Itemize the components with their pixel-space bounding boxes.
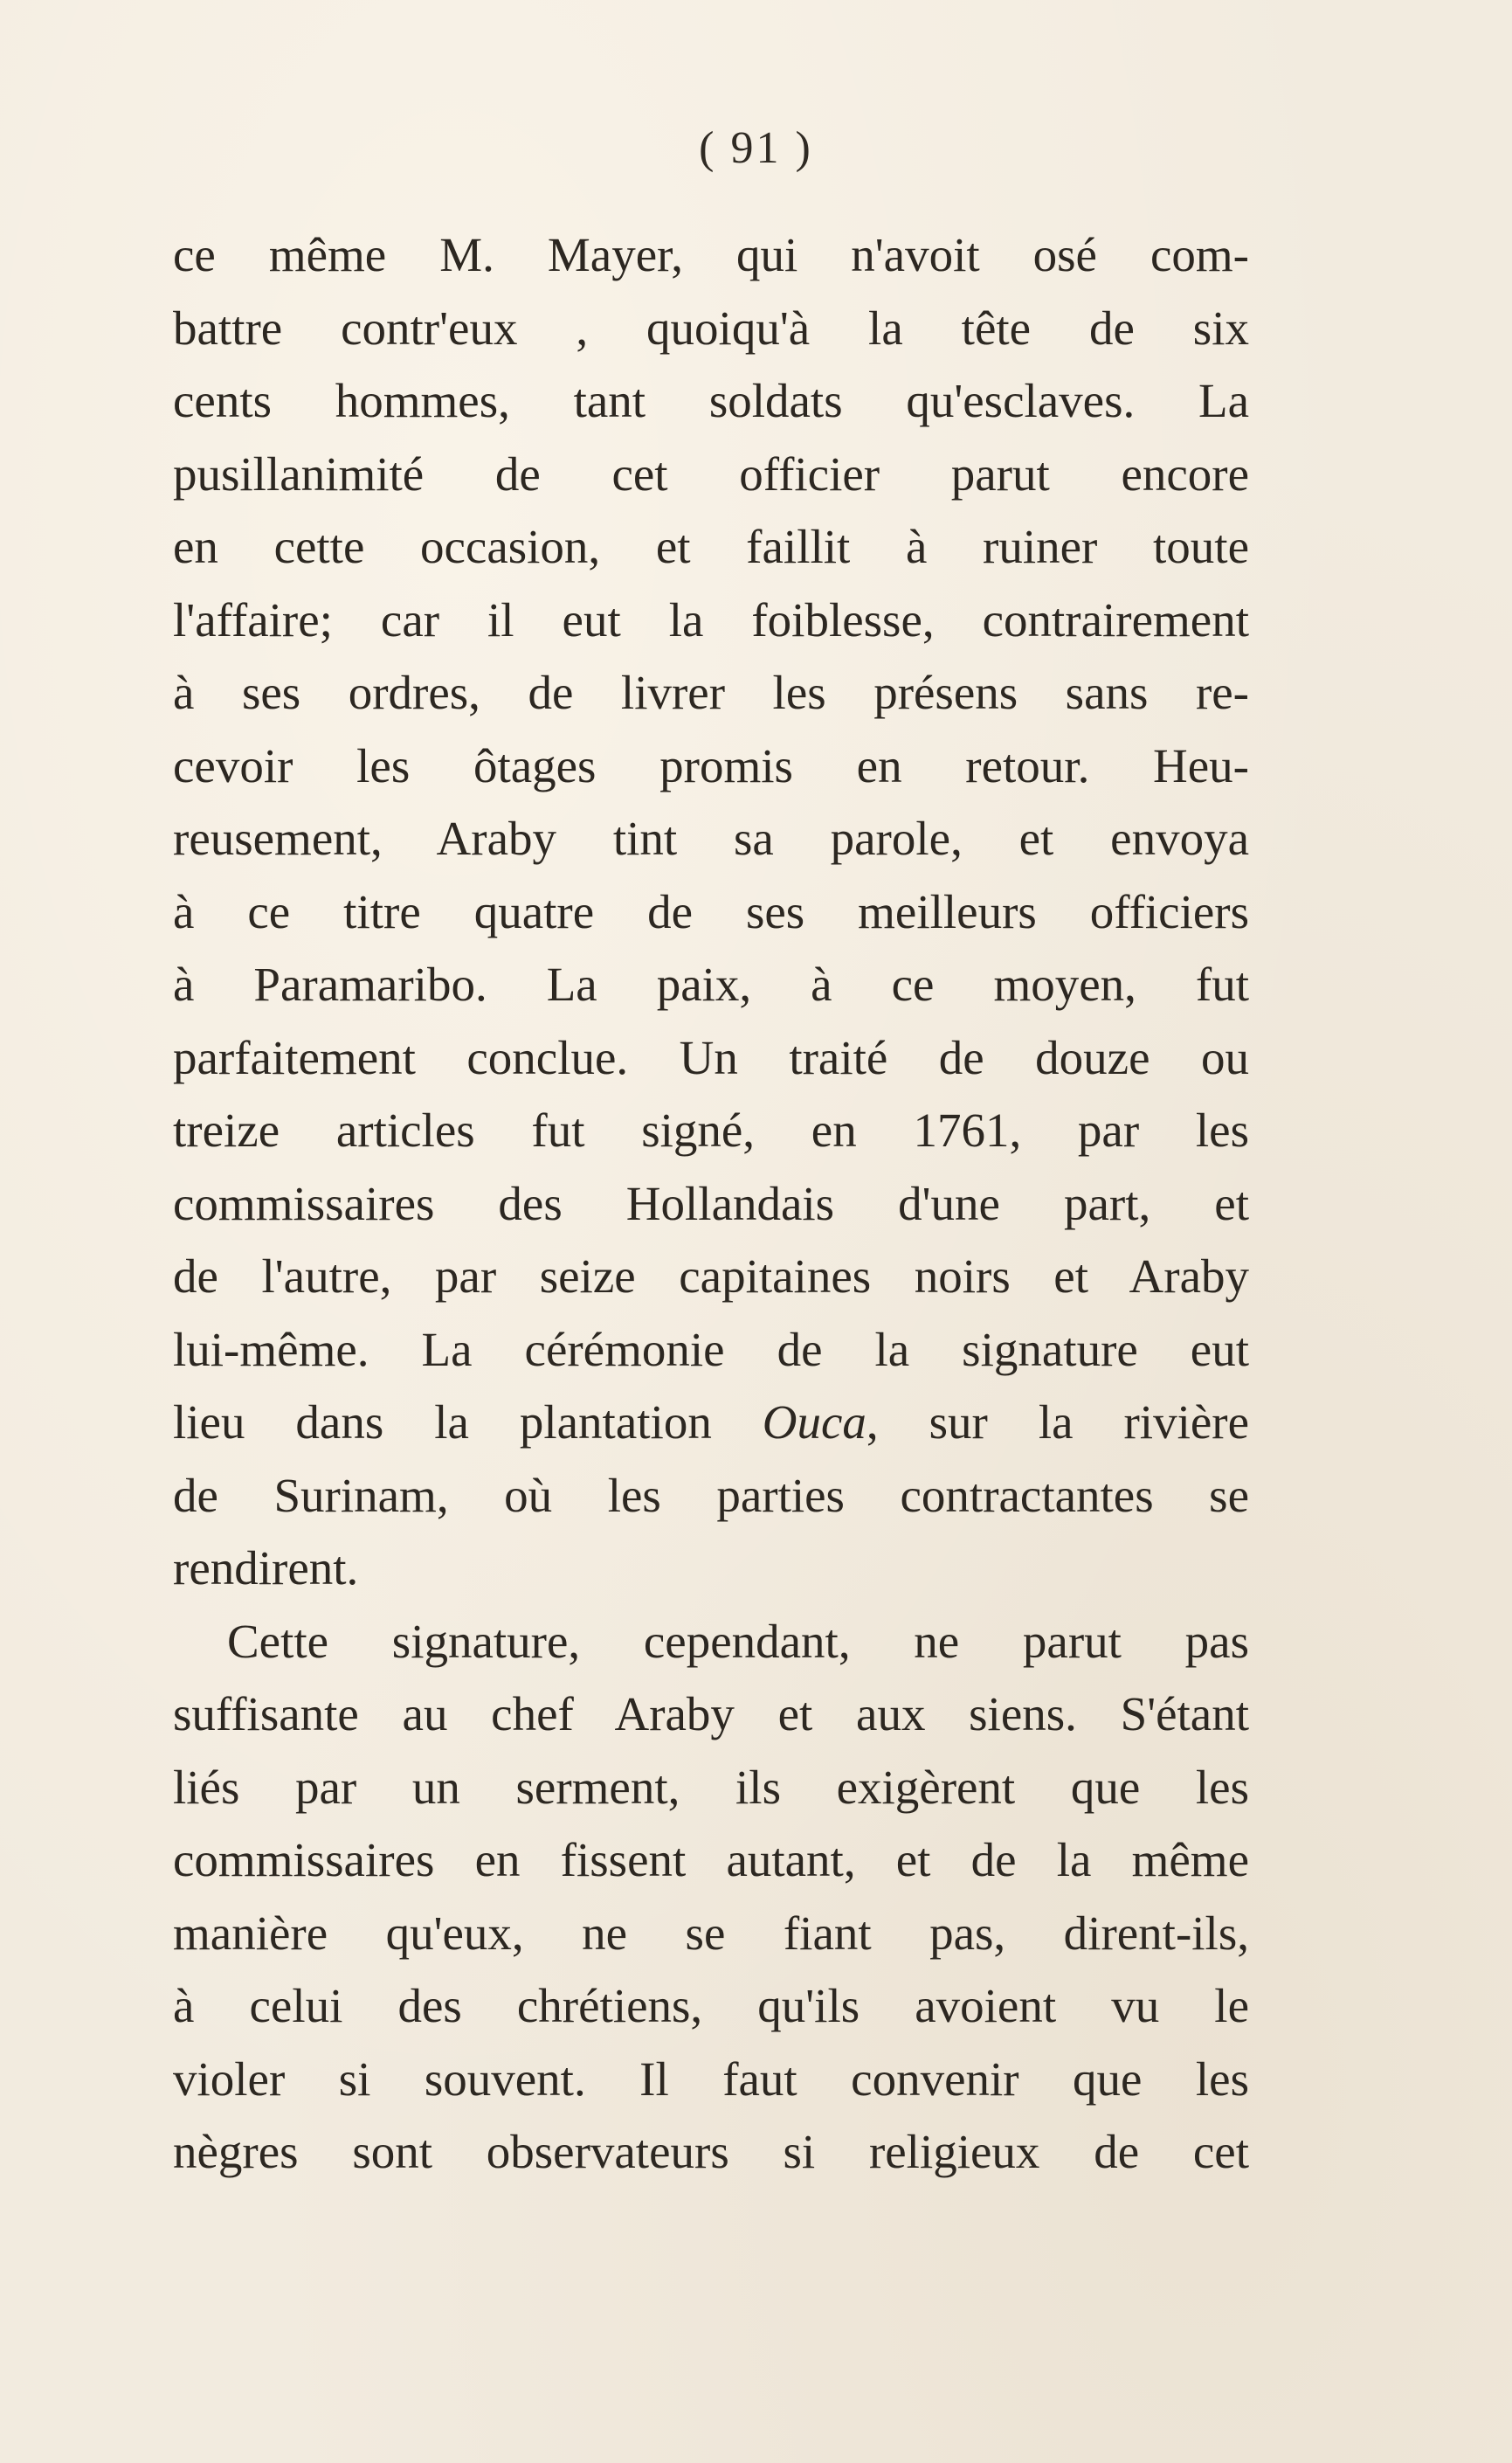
body-text xyxy=(173,218,1249,2189)
text-line: parfaitement conclue. Un traité de douze ou xyxy=(173,1030,1249,1084)
text-line: manière qu'eux, ne se fiant pas, dirent-ils, xyxy=(173,1906,1249,1960)
text-line: à ce titre quatre de ses meilleurs officiers xyxy=(173,884,1249,938)
text-line: suffisante au chef Araby et aux siens. S'étant xyxy=(173,1687,1249,1740)
text-fragment: lieu dans la plantation xyxy=(173,1395,763,1449)
text-line: de Surinam, où les parties contractantes se xyxy=(173,1468,1249,1522)
text-line: cevoir les ôtages promis en retour. Heu- xyxy=(173,738,1249,792)
text-line: nègres sont observateurs si religieux de cet xyxy=(173,2125,1249,2178)
text-line: en cette occasion, et faillit à ruiner toute xyxy=(173,520,1249,573)
text-line: violer si souvent. Il faut convenir que les xyxy=(173,2051,1249,2106)
text-line: à Paramaribo. La paix, à ce moyen, fut xyxy=(173,958,1249,1011)
text-line: à celui des chrétiens, qu'ils avoient vu le xyxy=(173,1979,1249,2032)
text-fragment: , sur la rivière xyxy=(866,1395,1249,1449)
text-line: liés par un serment, ils exigèrent que les xyxy=(173,1760,1249,1814)
text-line: lui-même. La cérémonie de la signature eut xyxy=(173,1322,1249,1376)
paragraph-2 xyxy=(173,1605,1249,2189)
text-line: reusement, Araby tint sa parole, et envoya xyxy=(173,812,1249,865)
text-line-with-italic xyxy=(173,1386,1249,1459)
text-line: l'affaire; car il eut la foiblesse, contrairement xyxy=(173,592,1249,647)
text-line: pusillanimité de cet officier parut encore xyxy=(173,446,1249,501)
text-line: de l'autre, par seize capitaines noirs et Araby xyxy=(173,1249,1249,1303)
text-line: treize articles fut signé, en 1761, par les xyxy=(173,1104,1249,1157)
text-line: commissaires des Hollandais d'une part, et xyxy=(173,1176,1249,1230)
text-line: Cette signature, cependant, ne parut pas xyxy=(227,1614,1249,1668)
text-line: rendirent. xyxy=(173,1541,359,1595)
paragraph-1 xyxy=(173,218,1249,1605)
text-line: battre contr'eux , quoiqu'à la tête de six xyxy=(173,301,1249,355)
text-line: commissaires en fissent autant, et de la même xyxy=(173,1833,1249,1886)
text-line: à ses ordres, de livrer les présens sans re- xyxy=(173,666,1249,719)
text-line: cents hommes, tant soldats qu'esclaves. La xyxy=(173,374,1249,427)
text-line: ce même M. Mayer, qui n'avoit osé com- xyxy=(173,228,1249,281)
italic-place-name: Ouca xyxy=(762,1395,866,1449)
page-number: ( 91 ) xyxy=(699,123,813,173)
